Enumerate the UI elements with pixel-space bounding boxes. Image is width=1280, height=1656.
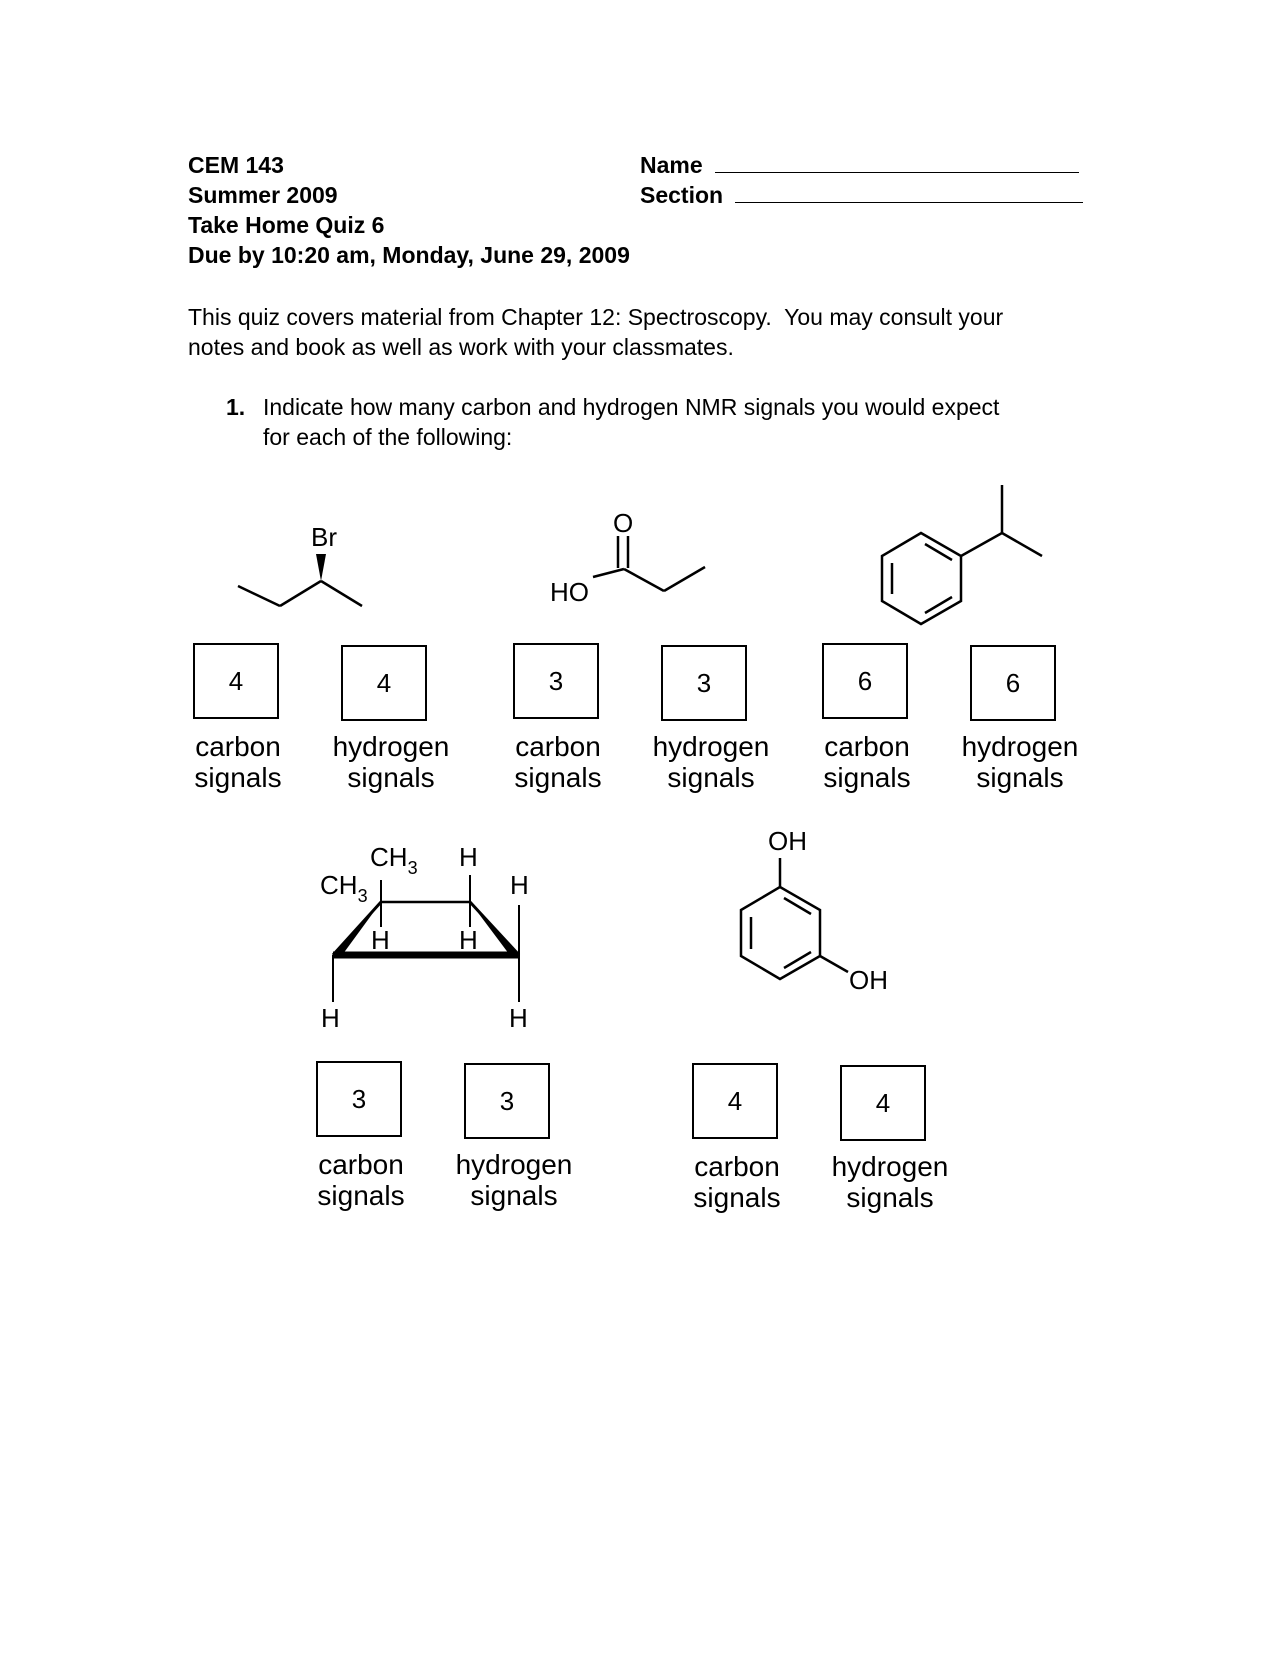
carbon-signals-label: carbon signals <box>693 1151 781 1213</box>
carbon-signals-label: carbon signals <box>194 731 282 793</box>
answer-box-hydrogen[interactable]: 4 <box>840 1065 926 1141</box>
term: Summer 2009 <box>188 182 338 208</box>
hydrogen-label: H <box>509 1003 528 1033</box>
hydrogen-label: H <box>459 925 478 955</box>
section-label: Section <box>640 182 724 208</box>
answer-box-hydrogen[interactable]: 3 <box>464 1063 550 1139</box>
hydrogen-signals-label: hydrogen signals <box>455 1149 573 1211</box>
molecule-resorcinol <box>741 858 848 979</box>
hydrogen-signals-label: hydrogen signals <box>961 731 1079 793</box>
answer-box-carbon[interactable]: 3 <box>513 643 599 719</box>
bromine-label: Br <box>311 522 337 552</box>
hydroxyl-label: HO <box>550 577 589 607</box>
question-number: 1. <box>226 394 246 420</box>
answer-box-carbon[interactable]: 3 <box>316 1061 402 1137</box>
question-line-1: Indicate how many carbon and hydrogen NMR signals you would expect <box>263 394 1000 420</box>
methyl-label-left: $CH_3$ <box>320 870 368 906</box>
hydroxyl-right-label: OH <box>849 965 888 995</box>
answer-box-carbon[interactable]: 4 <box>193 643 279 719</box>
intro-line-1: This quiz covers material from Chapter 12: Spectroscopy. You may consult your <box>188 304 1004 330</box>
intro-line-2: notes and book as well as work with your classmates. <box>188 334 734 360</box>
hydrogen-label: H <box>510 870 529 900</box>
molecule-isopropylbenzene <box>882 485 1042 624</box>
carbon-signals-label: carbon signals <box>514 731 602 793</box>
hydrogen-label: H <box>371 925 390 955</box>
hydrogen-signals-label: hydrogen signals <box>831 1151 949 1213</box>
answer-box-carbon[interactable]: 6 <box>822 643 908 719</box>
wedge-bond <box>316 554 326 581</box>
carbon-signals-label: carbon signals <box>823 731 911 793</box>
answer-box-hydrogen[interactable]: 6 <box>970 645 1056 721</box>
hydroxyl-top-label: OH <box>768 826 807 856</box>
carbon-signals-label: carbon signals <box>317 1149 405 1211</box>
name-label: Name <box>640 152 703 178</box>
quiz-title: Take Home Quiz 6 <box>188 212 385 238</box>
hydrogen-signals-label: hydrogen signals <box>652 731 770 793</box>
answer-box-hydrogen[interactable]: 4 <box>341 645 427 721</box>
molecule-2-bromobutane <box>238 581 362 606</box>
methyl-label-top: $CH_3$ <box>370 842 418 878</box>
answer-box-hydrogen[interactable]: 3 <box>661 645 747 721</box>
due-date: Due by 10:20 am, Monday, June 29, 2009 <box>188 242 630 268</box>
question-line-2: for each of the following: <box>263 424 513 450</box>
answer-box-carbon[interactable]: 4 <box>692 1063 778 1139</box>
oxygen-label: O <box>613 508 634 538</box>
hydrogen-signals-label: hydrogen signals <box>332 731 450 793</box>
molecule-propanoic-acid <box>593 536 705 591</box>
hydrogen-label: H <box>459 842 478 872</box>
hydrogen-label: H <box>321 1003 340 1033</box>
course-code: CEM 143 <box>188 152 284 178</box>
